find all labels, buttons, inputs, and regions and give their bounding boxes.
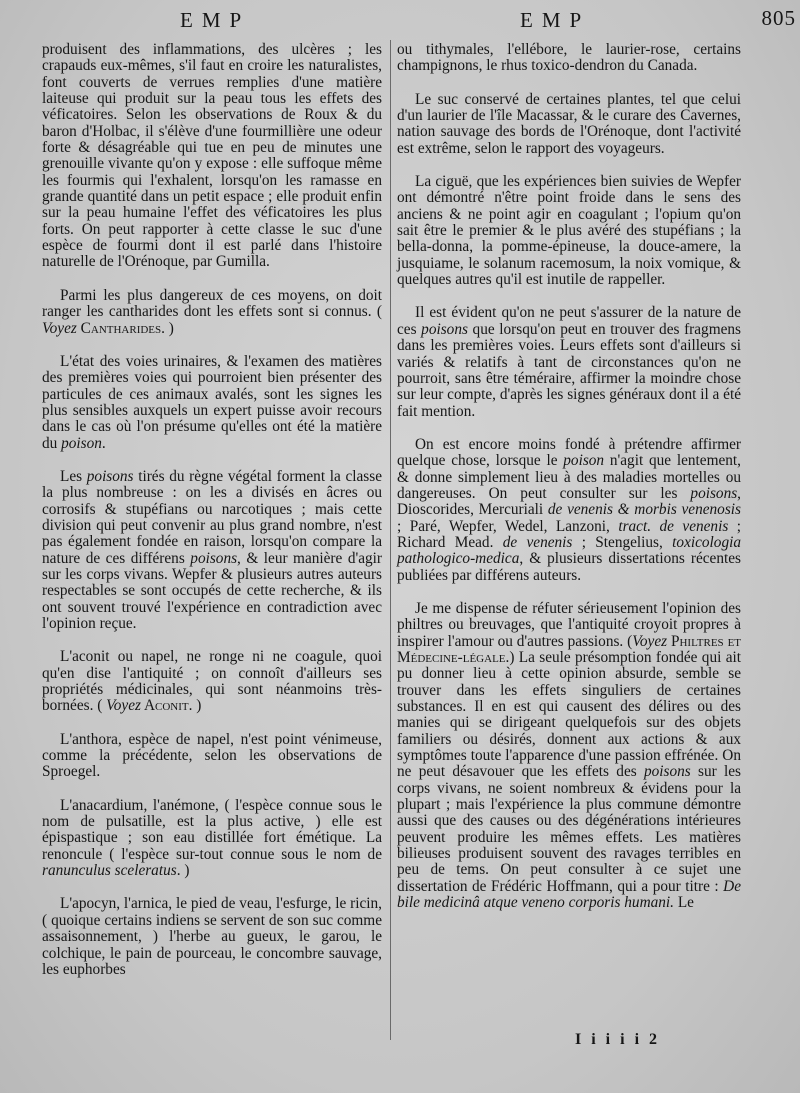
paragraph: L'anacardium, l'anémone, ( l'espèce connue sous le nom de pulsatille, est la plus active, ) elle est épispastique ; son eau distillée fort émétique. La renoncule ( l'espèce sur-tout connue sous le nom de ranunculus sceleratus. ) (42, 796, 382, 880)
paragraph: La ciguë, que les expériences bien suivies de Wepfer ont démontré n'être point froide dans le sens des anciens & ne point agir en coagulant ; l'opium qu'on sait être le premier & le plus avéré des stupéfians ; la bella-donna, la pomme-épineuse, la douce-amere, la jusquiame, le solanum racemosum, la noix vomique, & quelques autres qu'il est inutile de rappeller. (397, 173, 741, 289)
signature-mark: I i i i i 2 (575, 1031, 661, 1048)
paragraph: L'anthora, espèce de napel, n'est point vénimeuse, comme la précédente, selon les observations de Sproegel. (42, 730, 382, 781)
paragraph: Le suc conservé de certaines plantes, tel que celui d'un laurier de l'île Macassar, & le curare des Cavernes, nation sauvage des bords de l'Orénoque, dont l'activité est extrême, selon le rapport des voyageurs. (397, 90, 741, 157)
paragraph: produisent des inflammations, des ulcères ; les crapauds eux-mêmes, s'il faut en croire les naturalistes, font couverts de verrues remplies d'une matière laiteuse qui produit sur la peau tous les effets des véficatoires. Selon les observations de Roux & du baron d'Holbac, il s'élève d'une fourmillière une odeur forte & désagréable qui tue en peu de minutes une grenouille vivante qu'on y expose : elle suffoque même les fourmis qui l'exhalent, lorsqu'on les ramasse en grande quantité dans un petit espace ; elle produit enfin sur la peau humaine l'effet des véficatoires les plus forts. On peut rapporter à cette classe le suc d'une espèce de fourmi dont il est parlé dans l'histoire naturelle de l'Orénoque, par Gumilla. (42, 41, 382, 271)
paragraph: On est encore moins fondé à prétendre affirmer quelque chose, lorsque le poison n'agit que lentement, & donne simplement lieu à des maladies mortelles ou dangereuses. On peut consulter sur les poisons, Dioscorides, Mercuriali de venenis & morbis venenosis ; Paré, Wepfer, Wedel, Lanzoni, tract. de venenis ; Richard Mead. de venenis ; Stengelius, toxicologia pathologico-medica, & plusieurs dissertations récentes publiées par différens auteurs. (397, 435, 741, 584)
right-column (397, 42, 741, 929)
paragraph: Je me dispense de réfuter sérieusement l'opinion des philtres ou breuvages, que l'antiquité croyoit propres à inspirer l'amour ou d'autres passions. (Voyez Philtres et Médecine-légale.) La seule présomption fondée qui ait pu donner lieu à cette opinion absurde, semble se trouver dans les effets singuliers de certaines substances. Il en est qui causent des délires ou des manies qui se dirigeant quelquefois sur des objets familiers ou désirés, donnent aux actions & aux symptômes toute l'apparence d'une passion effrénée. On ne peut désavouer que les effets des poisons sur les corps vivans, ne soient nombreux & évidens pour la plupart ; mais l'expérience la plus commune démontre aussi que des causes ou des dégénérations intérieures peuvent produire les mêmes effets. Les matières bilieuses produisent souvent des ravages terribles en peu de tems. On peut consulter à ce sujet une dissertation de Frédéric Hoffmann, qui a pour titre : De bile medicinâ atque veneno corporis humani. Le (397, 599, 742, 912)
paragraph: Parmi les plus dangereux de ces moyens, on doit ranger les cantharides dont les effets sont si connus. ( Voyez Cantharides. ) (42, 286, 382, 337)
paragraph: Il est évident qu'on ne peut s'assurer de la nature de ces poisons que lorsqu'on peut en trouver des fragmens dans les premières voies. Leurs effets sont d'ailleurs si variés & relatifs à tant de circonstances qu'on ne pourroit, sans être téméraire, affirmer la moindre chose sur leur compte, d'après les signes généraux dont il a été fait mention. (397, 304, 741, 420)
paragraph: L'apocyn, l'arnica, le pied de veau, l'esfurge, le ricin, ( quoique certains indiens se servent de son suc comme assaisonnement, ) l'herbe au gueux, le garou, le colchique, le pain de pourceau, le concombre sauvage, les euphorbes (42, 895, 382, 978)
paragraph: L'état des voies urinaires, & l'examen des matières des premières voies qui pourroient bien présenter des particules de ces animaux avalés, sont les signes les plus sensibles auxquels un expert puisse avoir recours dans le cas où l'on présume qu'elles ont été la matière du poison. (42, 352, 382, 452)
paragraph: Les poisons tirés du règne végétal forment la classe la plus nombreuse : on les a divisés en âcres ou corrosifs & stupéfians ou narcotiques ; mais cette division qui peut convenir au plus grand nombre, n'est pas également fondée en raison, lorsqu'on compare la nature de ces différens poisons, & leur manière d'agir sur les corps vivans. Wepfer & plusieurs autres auteurs respectables se sont occupés de cette recherche, & ils ont souvent trouvé l'expérience en contradiction avec l'opinion reçue. (42, 467, 383, 632)
running-head-right: EMP (520, 8, 591, 32)
left-column (42, 42, 382, 995)
paragraph: ou tithymales, l'ellébore, le laurier-rose, certains champignons, le rhus toxico-dendron du Canada. (397, 41, 741, 75)
running-head-left: EMP (180, 8, 251, 32)
page-number: 805 (761, 6, 796, 30)
column-divider (390, 40, 391, 1040)
paragraph: L'aconit ou napel, ne ronge ni ne coagule, quoi qu'en dise l'antiquité ; on connoît d'ailleurs ses propriétés médicinales, qui sont néanmoins très-bornées. ( Voyez Aconit. ) (42, 648, 382, 715)
